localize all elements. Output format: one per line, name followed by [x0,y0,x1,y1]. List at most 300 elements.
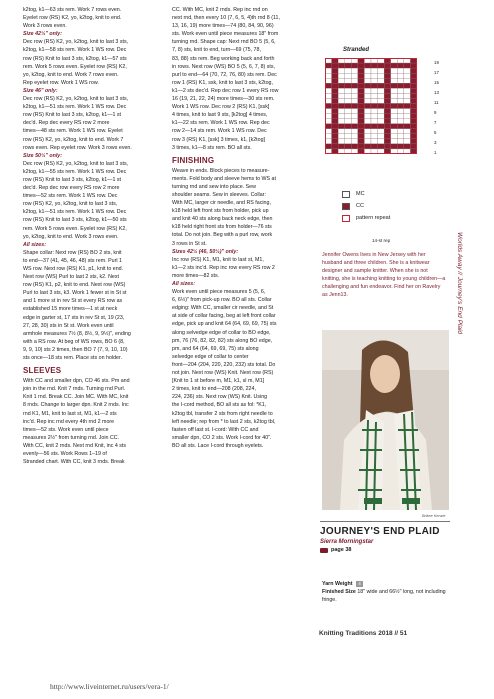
chart-cell [371,83,378,88]
chart-cell [351,103,358,108]
chart-cell [332,83,339,88]
text-line: All sizes: [23,241,46,248]
text-line: 6, 6½)" from pick-up row. BO all sts. Collar [172,297,272,304]
text-line: k2tog, k1—55 sts rem. Work 1 WS row. Dec [23,168,127,175]
legend-label: pattern repeat [356,215,391,221]
text-line: row (RS) K1, p2, knit to end. Next row (WS) [23,282,126,289]
stitch-repeat-label: 14-st rep [372,238,391,243]
chart-cell [358,144,365,149]
text-line: edging: With CC, smaller cir needle, and St [172,305,274,312]
pattern-title-block [320,521,450,553]
column-2 [172,6,312,450]
chart-cell [364,129,371,134]
text-line: k2tog, k1—51 sts rem. Work 1 WS row. Dec [23,209,127,216]
column-1 [23,6,165,466]
text-line: row 2—14 sts rem. Work 1 WS row. Dec [172,128,267,135]
chart-cell [384,83,391,88]
chart-cell [384,103,391,108]
chart-cell [338,93,345,98]
chart-cell [404,93,411,98]
text-line: with a RS row. At beg of WS rows, BO 6 (8, [23,338,125,345]
chart-cell [332,63,339,68]
text-line: measures 2½" from turning rnd. Join CC. [23,434,120,441]
chart-cell [371,114,378,119]
text-line: edge in garter st, 17 sts in rev St st, 19 (23, [23,314,125,321]
text-line: Work 3 rows even. [23,23,67,30]
text-line: Inc row (RS) K1, M1, knit to last st, M1, [172,256,264,263]
text-line: Next row (WS) Purl to last 2 sts, k2. Next [23,274,119,281]
chart-row-number: 5 [434,130,437,135]
text-line: pm, 76 (76, 82, 82, 82) sts along BO edge, [172,337,273,344]
chart-cell [338,63,345,68]
text-line: and knit 40 sts along back neck edge, then [172,216,273,223]
chart-cell [378,129,385,134]
chart-cell [371,93,378,98]
chart-cell [345,139,352,144]
chart-cell [371,98,378,103]
text-line: not join. Next row (WS) Knit. Next row (RS) [172,370,274,377]
text-line: established 15 more times—1 st at neck [23,306,118,313]
text-line: Sizes 42½ (46, 50½)" only: [172,248,239,255]
chart-cell [358,129,365,134]
chart-cell [391,68,398,73]
designer-name: Sierra Morningstar [320,539,374,545]
chart-cell [345,88,352,93]
chart-cell [332,134,339,139]
text-line: Size 50½" only: [23,152,63,159]
designer-bio: Jennifer Owens lives in New Jersey with her husband and three children. She is a knitwear designer and sample knitter. When she is not knitting, she is teaching knitting to young children—a challenging and fun endeavor. Find her on Ravelry as Jenn13. [322,252,446,298]
text-line: CC. With MC, knit 2 rnds. Rep inc rnd on [172,7,268,13]
chart-cell [384,124,391,129]
chart-cell [345,93,352,98]
chart-cell [351,119,358,124]
chart-cell [338,83,345,88]
text-line: in rows. Next row (WS) BO 5 (5, 6, 7, 8) sts, [172,63,276,70]
chart-cell [364,83,371,88]
chart-cell [338,103,345,108]
chart-cell [364,78,371,83]
chart-cell [358,93,365,98]
chart-row-number: 11 [434,100,439,105]
text-line: Purl to last 3 sts, k3. Work 1 fewer st in St st [23,290,127,297]
chart-cell [384,139,391,144]
chart-row-number: 7 [434,120,437,125]
chart-cell [384,63,391,68]
text-line: times—52 sts rem. Work 1 WS row. Dec [23,193,118,200]
text-line: ments. Fold body and sleeve hems to WS at [172,175,276,182]
text-line: Eyelet row (RS) K2, yo, k2tog, knit to end. [23,15,122,22]
text-line: 27, 28, 30) sts in St st. Work even until [23,322,114,329]
text-line: edge, pick up and knit 64 (64, 69, 69, 75) sts [172,321,277,328]
chart-cell [332,109,339,114]
text-line: 9, 9, 10) sts 2 times, then BO 7 (7, 9, 10, 10) [23,346,128,353]
chart-cell [384,114,391,119]
chart-cell [371,73,378,78]
chart-cell [358,63,365,68]
text-line: times—52 sts. Work even until piece [23,426,109,433]
chart-cell [371,103,378,108]
chart-cell [378,73,385,78]
chart-cell [384,109,391,114]
chart-cell [338,114,345,119]
chart-cell [345,134,352,139]
chart-cell [397,119,404,124]
text-line: the I-cord method, BO all sts as fol: *K1, [172,402,267,409]
chart-cell [404,129,411,134]
text-line: shoulder seams. Sew in sleeves. Collar: [172,191,266,198]
chart-cell [391,83,398,88]
chart-cell [345,98,352,103]
chart-cell [404,114,411,119]
chart-cell [338,144,345,149]
chart-cell [332,68,339,73]
text-line: 3 times, k1—8 sts rem. BO all sts. [172,144,252,151]
text-line: Stranded chart. With CC, knit 3 rnds. Break [23,459,125,466]
chart-cell [397,93,404,98]
chart-cell [364,88,371,93]
chart-cell [358,68,365,73]
chart-cell [404,144,411,149]
chart-cell [378,78,385,83]
chart-cell [404,119,411,124]
text-line: row (RS) Knit to last 3 sts, k2tog, k1—57 sts [23,55,127,62]
chart-cell [397,109,404,114]
chart-cell [397,88,404,93]
chart-row-number: 9 [434,110,437,115]
chart-cell [391,129,398,134]
chart-cell [404,109,411,114]
chart-cell [358,114,365,119]
chart-cell [345,83,352,88]
chart-cell [351,88,358,93]
chart-cell [351,83,358,88]
chart-cell [351,63,358,68]
chart-cell [384,144,391,149]
chart-cell [391,63,398,68]
chart-cell [391,88,398,93]
text-line: k1—2 sts dec'd. Rep dec row 1 every RS row [172,87,279,94]
chart-cell [345,114,352,119]
chart-cell [378,88,385,93]
text-line: next rnd, then every 10 (7, 6, 5, 4)th rnd 8 (11, [172,15,280,22]
chart-cell [364,119,371,124]
chart-cell [338,139,345,144]
chart-cell [391,119,398,124]
chart-cell [397,144,404,149]
legend-label: MC [356,191,365,197]
text-line: selvedge edge of collar to center [172,353,249,360]
chart-cell [332,103,339,108]
chart-cell [371,124,378,129]
text-line: times—48 sts rem. Work 1 WS row. Eyelet [23,128,123,135]
text-line: Work even until piece measures 5 (5, 6, [172,289,266,296]
chart-cell [384,73,391,78]
chart-cell [345,109,352,114]
chart-cell [332,93,339,98]
chart-cell [397,129,404,134]
legend-swatch-cc [342,203,350,210]
chart-cell [338,129,345,134]
chart-cell [371,68,378,73]
chart-row-number: 1 [434,150,437,155]
chart-title: Stranded [343,47,370,53]
chart-cell [384,68,391,73]
legend-label: CC [356,203,364,209]
text-line: along selvedge edge of collar to BO edge, [172,329,271,336]
chart-cell [351,73,358,78]
text-line: Size 46" only: [23,87,58,94]
text-line: Weave in ends. Block pieces to measure- [172,167,270,174]
chart-cell [332,139,339,144]
text-line: purl to end—64 (70, 72, 76, 80) sts rem. Dec [172,71,277,78]
chart-cell [351,78,358,83]
chart-cell [371,144,378,149]
text-line: Dec row (RS) K2, yo, k2tog, knit to last 3 sts, [23,96,129,103]
chart-cell [384,78,391,83]
text-line: left needle; rep from * to last 2 sts, k2tog tbl, [172,418,276,425]
chart-cell [378,144,385,149]
chart-cell [364,139,371,144]
text-line: rem. Work 5 rows even. Eyelet row (RS) K2, [23,63,127,70]
chart-cell [391,144,398,149]
chart-cell [364,103,371,108]
text-line: rows even. Rep eyelet row. Work 3 rows even. [23,144,132,151]
chart-cell [364,114,371,119]
text-line: Work 1 WS row. Dec row 2 (RS) K1, [ssk] [172,104,270,111]
chart-cell [332,129,339,134]
chart-cell [358,78,365,83]
text-line: With CC and smaller dpn, CO 46 sts. Pm and [23,378,130,385]
chart-cell [338,68,345,73]
chart-cell [358,139,365,144]
chart-cell [358,83,365,88]
text-line: yo, k2tog, knit to end. Work 3 rows even. [23,233,119,240]
chart-cell [404,63,411,68]
text-line: 13, 16, 19) more times—74 (80, 84, 90, 96) [172,23,274,30]
chart-cell [378,134,385,139]
chart-cell [332,78,339,83]
text-line: pm, and 64 (64, 69, 69, 75) sts along [172,345,259,352]
chart-cell [345,68,352,73]
chart-cell [404,103,411,108]
chart-cell [397,83,404,88]
chart-cell [391,98,398,103]
chart-cell [371,109,378,114]
text-line: 8 rnds. Change to larger dpn. Knit 2 rnds. Inc [23,402,129,409]
text-line: more times—82 sts. [172,272,220,279]
chart-cell [397,63,404,68]
chart-cell [358,98,365,103]
source-url: http://www.liveinternet.ru/users/vera-1/ [50,682,169,691]
chart-cell [345,119,352,124]
chart-cell [371,63,378,68]
chart-cell [391,139,398,144]
chart-cell [358,109,365,114]
chart-cell [404,88,411,93]
chart-cell [391,109,398,114]
text-line: at side of collar facing, beg at left front collar [172,313,276,320]
chart-cell [397,68,404,73]
text-line: 83, 88) sts rem. Beg working back and forth [172,55,275,62]
model-photo [322,330,449,510]
chart-cell [345,124,352,129]
text-line: rnd K1, M1, knit to last st, M1, k1—2 sts [23,410,117,417]
chart-cell [404,98,411,103]
text-line: Knit 1 rnd. Break CC. Join MC. With MC, knit [23,394,129,401]
chart-cell [391,124,398,129]
chart-cell [345,78,352,83]
chart-cell [364,68,371,73]
chart-row-number: 3 [434,140,437,145]
chart-cell [378,83,385,88]
chart-cell [378,114,385,119]
text-line: yo, k2tog, knit to end. Work 7 rows even. [23,71,119,78]
chart-cell [378,98,385,103]
chart-cell [364,98,371,103]
text-line: inc'd. Rep inc rnd every 4th rnd 2 more [23,418,115,425]
chart-cell [338,78,345,83]
chart-cell [358,119,365,124]
chart-cell [384,119,391,124]
chart-cell [332,114,339,119]
text-line: sts. Work even until piece measures 18" from [172,31,279,38]
text-line: fasten off last st. I-cord: With CC and [172,426,259,433]
text-line: [Knit to 1 st before m, M1, k1, sl m, M1] [172,378,265,385]
page-reference [320,547,450,553]
text-line: row 1 (RS) K1, ssk, knit to last 3 sts, k2tog, [172,79,273,86]
chart-cell [378,124,385,129]
text-line: k2tog, k1—51 sts rem. Work 1 WS row. Dec [23,104,127,111]
text-line: row 3 (RS) K1, [ssk] 3 times, k1, [k2tog] [172,136,266,143]
chart-cell [397,134,404,139]
chart-cell [371,134,378,139]
chart-cell [404,139,411,144]
camera-icon [320,548,328,553]
chart-cell [371,119,378,124]
text-line: row (RS) K2, yo, k2tog, knit to end. Work 7 [23,136,124,143]
chart-cell [332,98,339,103]
chart-row-number: 17 [434,70,439,75]
text-line: sts once—18 sts rem. Place sts on holder. [23,355,122,362]
chart-cell [332,144,339,149]
text-line: 2 times, knit to end—208 (208, 224, [172,386,256,393]
page-footer: Knitting Traditions 2018 // 51 [319,630,408,637]
photo-credit: Brikee Kenzie [422,514,446,518]
stranded-chart [325,58,417,154]
chart-cell [338,73,345,78]
chart-cell [351,134,358,139]
chart-cell [345,103,352,108]
chart-cell [358,103,365,108]
yarn-info [322,580,448,604]
finished-size-label: Finished Size [322,589,356,595]
text-line: Shape collar: Next row (RS) BO 2 sts, knit [23,249,122,256]
chart-cell [397,73,404,78]
text-line: All sizes: [172,281,195,287]
chart-cell [378,139,385,144]
chart-cell [338,124,345,129]
text-line: With CC, knit 2 rnds. Next rnd Knit, inc 4 sts [23,442,127,449]
text-line: dec'd. Rep dec every RS row 2 more [23,120,110,127]
chart-cell [397,124,404,129]
chart-cell [351,68,358,73]
text-line: Size 42½" only: [23,31,63,38]
chart-cell [404,124,411,129]
legend-swatch-repeat [342,215,350,222]
chart-cell [404,134,411,139]
text-line: turning rnd and sew into place. Sew [172,183,256,190]
chart-cell [338,98,345,103]
side-running-head: Worlds Away // Journey's End Plaid [456,232,463,335]
chart-cell [391,78,398,83]
chart-cell [397,78,404,83]
chart-cell [371,78,378,83]
text-line: WS row. Next row (RS) K1, p1, knit to end. [23,266,124,272]
chart-row-number: 13 [434,90,439,95]
text-line: k1—2 sts inc'd. Rep inc row every RS row 2 [172,264,275,271]
text-line: armhole measures 7½ (8, 8½, 9, 9½)", ending [23,330,131,337]
chart-cell [384,129,391,134]
chart-cell [358,124,365,129]
chart-cell [391,134,398,139]
chart-cell [364,144,371,149]
legend-swatch-mc [342,191,350,198]
chart-cell [364,109,371,114]
yarn-weight-badge: 4 [356,581,363,587]
chart-cell [351,139,358,144]
chart-cell [332,88,339,93]
text-line: 7, 8) sts, knit to end, turn—69 (75, 78, [172,47,261,54]
text-line: 3 rows in St st. [172,240,207,247]
chart-cell [351,129,358,134]
chart-cell [404,73,411,78]
chart-cell [391,73,398,78]
section-heading: FINISHING [172,155,215,165]
text-line: evenly—56 sts. Work Rows 1–19 of [23,450,107,457]
chart-cell [351,114,358,119]
chart-cell [364,63,371,68]
text-line: to end—37 (41, 45, 46, 48) sts rem. Purl 1 [23,257,122,264]
chart-cell [351,109,358,114]
text-line: row (RS) K2, yo, k2tog, knit to last 3 sts, [23,201,118,208]
chart-cell [345,144,352,149]
chart-cell [397,139,404,144]
chart-row-number: 15 [434,80,439,85]
chart-cell [364,124,371,129]
chart-cell [378,68,385,73]
text-line: dec'd. Rep dec row every RS row 2 more [23,185,120,192]
page-reference-text: page 38 [331,547,352,553]
chart-cell [338,109,345,114]
chart-cell [358,134,365,139]
chart-cell [338,88,345,93]
chart-cell [384,88,391,93]
text-line: front—204 (204, 220, 220, 232) sts total. Do [172,361,276,368]
chart-cell [378,109,385,114]
text-line: k18 held left front sts from holder, pick up [172,208,269,215]
chart-cell [371,129,378,134]
text-line: 16 (19, 21, 22, 24) more times—30 sts rem. [172,96,275,103]
text-line: Dec row (RS) K2, yo, k2tog, knit to last 3 sts, [23,160,129,167]
chart-cell [397,98,404,103]
text-line: row (RS) Knit to last 3 sts, k2tog, k1—50 sts [23,217,127,224]
chart-cell [345,63,352,68]
chart-cell [345,73,352,78]
section-heading: SLEEVES [23,366,62,376]
text-line: k2tog, k1—63 sts rem. Work 7 rows even. [23,7,122,13]
chart-cell [391,93,398,98]
chart-cell [351,93,358,98]
